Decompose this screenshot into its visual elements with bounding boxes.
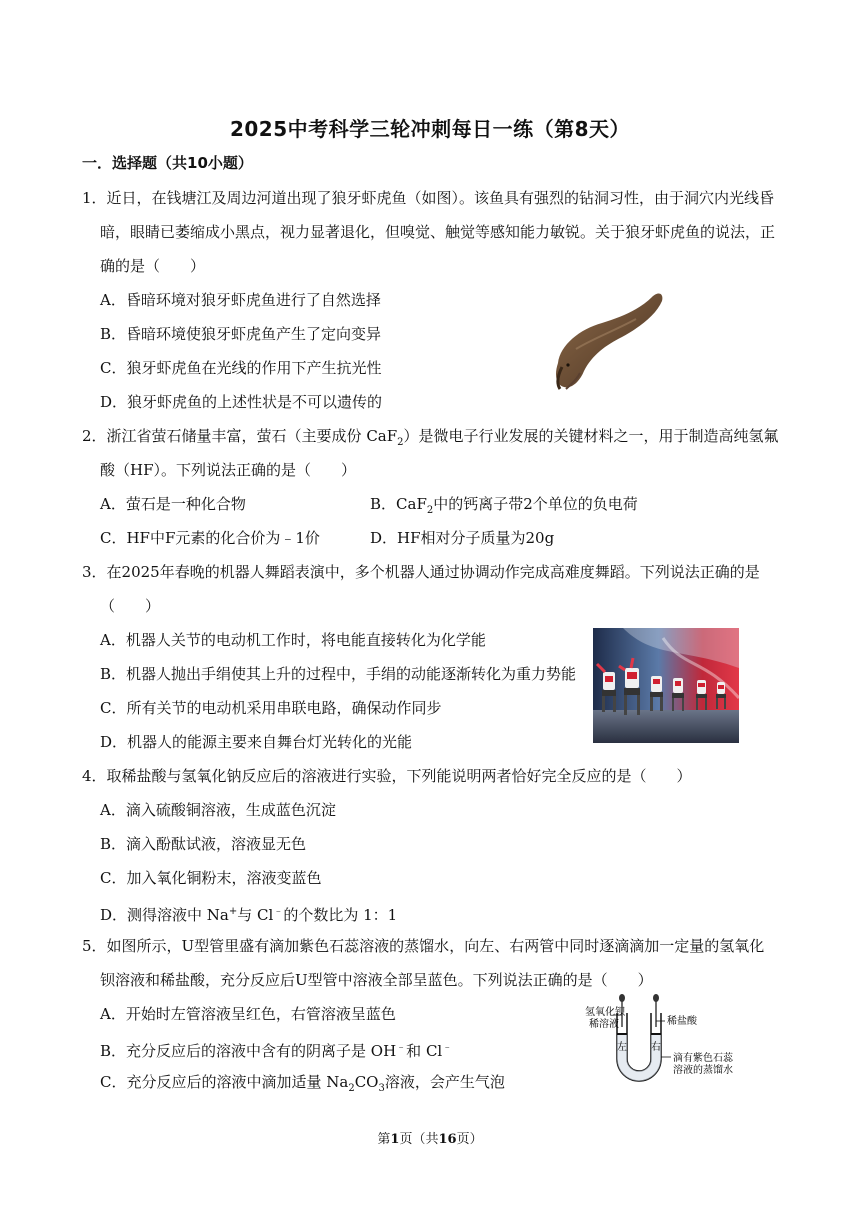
q1-option-a: A．昏暗环境对狼牙虾虎鱼进行了自然选择 — [100, 291, 381, 309]
q1-option-c: C．狼牙虾虎鱼在光线的作用下产生抗光性 — [100, 359, 382, 377]
robot-dance-photo — [593, 628, 739, 743]
page-footer: 第1页（共16页） — [377, 1132, 483, 1147]
u-tube-label-right: 右 — [651, 1042, 661, 1053]
q2-stem-line-2: 酸（HF）。下列说法正确的是（ ） — [100, 461, 356, 479]
q3-option-d: D．机器人的能源主要来自舞台灯光转化的光能 — [100, 733, 413, 751]
q2-option-d: D．HF相对分子质量为20g — [370, 529, 555, 547]
q1-stem-line-3: 确的是（ ） — [100, 257, 206, 275]
q1-option-d: D．狼牙虾虎鱼的上述性状是不可以遗传的 — [100, 393, 383, 411]
q4-option-d: D．测得溶液中 Na+与 Cl﹣的个数比为 1：1 — [100, 906, 398, 924]
q2-option-c: C．HF中F元素的化合价为﹣1价 — [100, 529, 320, 547]
page-title: 2025中考科学三轮冲刺每日一练（第8天） — [229, 117, 631, 141]
q5-option-b: B．充分反应后的溶液中含有的阴离子是 OH﹣和 Cl﹣ — [100, 1042, 453, 1060]
q4-option-b: B．滴入酚酞试液，溶液显无色 — [100, 835, 307, 853]
q1-stem-line-2: 暗，眼睛已萎缩成小黑点，视力显著退化，但嗅觉、触觉等感知能力敏锐。关于狼牙虾虎鱼的说法，正 — [100, 223, 776, 241]
q5-stem-line-1: 5．如图所示，U型管里盛有滴加紫色石蕊溶液的蒸馏水，向左、右两管中同时逐滴滴加一定量的氢氧化 — [82, 937, 765, 955]
u-tube-label-litmus-water-1: 滴有紫色石蕊 — [673, 1053, 733, 1064]
q2-stem-line-1: 2．浙江省萤石储量丰富，萤石（主要成份 CaF$_2$）是微电子行业发展的关键材料之一，用于制造高纯氢氟 — [82, 427, 779, 448]
q3-stem-line-2: （ ） — [100, 597, 161, 615]
q2-option-b: B．CaF$_2$中的钙离子带2个单位的负电荷 — [370, 495, 638, 516]
u-tube-label-bariumhydroxide-2: 稀溶液 — [589, 1019, 619, 1030]
u-tube-figure — [583, 993, 743, 1093]
q4-option-c: C．加入氧化铜粉末，溶液变蓝色 — [100, 869, 322, 887]
q3-option-c: C．所有关节的电动机采用串联电路，确保动作同步 — [100, 699, 442, 717]
u-tube-label-hydrochloric-acid: 稀盐酸 — [667, 1016, 697, 1027]
q3-option-b: B．机器人抛出手绢使其上升的过程中，手绢的动能逐渐转化为重力势能 — [100, 665, 577, 683]
q5-option-c: C．充分反应后的溶液中滴加适量 $Na_2CO_3$溶液，会产生气泡 — [100, 1073, 505, 1094]
q1-stem-line-1: 1．近日，在钱塘江及周边河道出现了狼牙虾虎鱼（如图）。该鱼具有强烈的钻洞习性，由于洞穴内光线昏 — [82, 189, 775, 207]
u-tube-label-litmus-water-2: 溶液的蒸馏水 — [673, 1065, 733, 1076]
q4-stem-line-1: 4．取稀盐酸与氢氧化钠反应后的溶液进行实验，下列能说明两者恰好完全反应的是（ ） — [82, 767, 692, 785]
goby-fish-figure — [540, 285, 672, 397]
q5-option-a: A．开始时左管溶液呈红色，右管溶液呈蓝色 — [100, 1005, 396, 1023]
q5-stem-line-2: 钡溶液和稀盐酸，充分反应后U型管中溶液全部呈蓝色。下列说法正确的是（ ） — [100, 971, 653, 989]
section-heading: 一．选择题（共10小题） — [82, 154, 253, 172]
q3-option-a: A．机器人关节的电动机工作时，将电能直接转化为化学能 — [100, 631, 486, 649]
u-tube-label-bariumhydroxide-1: 氢氧化钡 — [585, 1007, 625, 1018]
q3-stem-line-1: 3．在2025年春晚的机器人舞蹈表演中，多个机器人通过协调动作完成高难度舞蹈。下列说法正确的是 — [82, 563, 760, 581]
q4-option-a: A．滴入硫酸铜溶液，生成蓝色沉淀 — [100, 801, 336, 819]
q1-option-b: B．昏暗环境使狼牙虾虎鱼产生了定向变异 — [100, 325, 382, 343]
q2-option-a: A．萤石是一种化合物 — [100, 495, 246, 513]
u-tube-label-left: 左 — [617, 1042, 627, 1053]
